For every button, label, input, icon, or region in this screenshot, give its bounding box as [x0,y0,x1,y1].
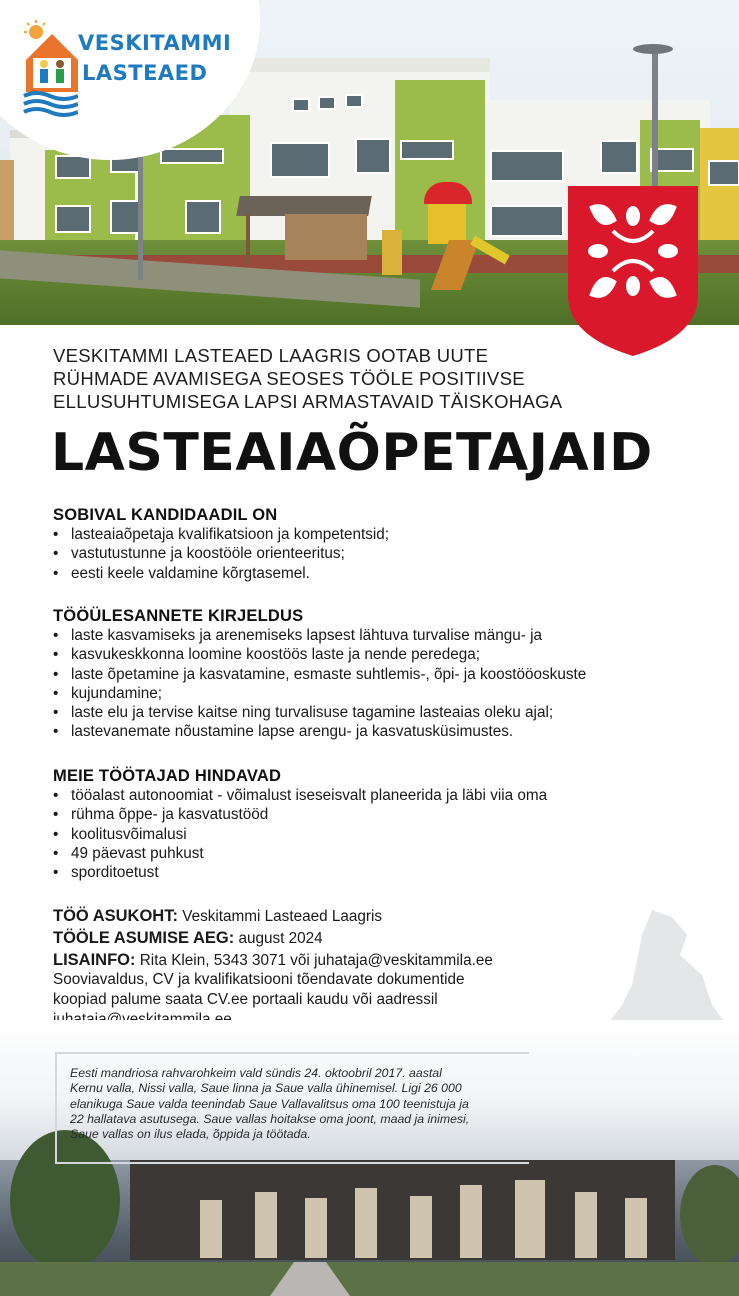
page-title: LASTEAIAÕPETAJAID [51,423,653,483]
list-item: • 49 päevast puhkust [53,844,693,863]
list-item: • koolitusvõimalusi [53,825,693,844]
list-item: • laste õpetamine ja kasvatamine, esmaste suhtlemis-, õpi- ja koostööoskuste [53,665,693,684]
intro-line: RÜHMADE AVAMISEGA SEOSES TÖÖLE POSITIIVSE [53,368,525,389]
contact-value: Rita Klein, 5343 3071 või juhataja@veskitammila.ee [139,952,493,969]
logo-line1: VESKITAMMI [78,31,232,55]
apply-line: Sooviavaldus, CV ja kvalifikatsiooni tõendavate dokumentide [53,971,465,988]
saue-coat-of-arms-icon [568,186,698,356]
list-item: • lasteaiaõpetaja kvalifikatsioon ja kompetentsid; [53,525,693,544]
section-title: TÖÖÜLESANNETE KIRJELDUS [53,607,304,625]
about-line: Eesti mandriosa rahvarohkeim vald sündis 24. oktoobril 2017. aastal [70,1066,442,1080]
list-item: • laste elu ja tervise kaitse ning turvalisuse tagamine lasteaias oleku ajal; [53,703,693,722]
logo-text [78,28,231,88]
contact-row [53,950,693,971]
location-row [53,906,693,927]
list-item: • vastutustunne ja koostööle orienteeritus; [53,544,693,563]
about-line: 22 hallatava asutusega. Saue vallas hoitakse oma joont, maad ja inimesi, [70,1111,470,1126]
list-item: • sporditoetust [53,863,693,882]
intro-text [53,344,673,413]
about-line: Kernu valla, Nissi valla, Saue linna ja Saue valla ühinemisel. Ligi 26 000 [70,1081,462,1096]
intro-line: VESKITAMMI LASTEAED LAAGRIS OOTAB UUTE [53,345,489,366]
list-item: • kasvukeskkonna loomine koostöös laste ja nende peredega; [53,645,693,664]
benefits-section [53,766,693,882]
about-line: Saue vallas on ilus elada, õppida ja töötada. [70,1127,311,1142]
kindergarten-logo [22,20,232,120]
apply-line: koopiad palume saata CV.ee portaali kaudu või aadressil [53,991,438,1008]
list-item: • lastevanemate nõustamine lapse arengu- ja kasvatusküsimustes. [53,722,693,741]
start-value: august 2024 [238,930,323,947]
section-title: SOBIVAL KANDIDAADIL ON [53,506,278,524]
list-item: • eesti keele valdamine kõrgtasemel. [53,564,693,583]
list-item: • kujundamine; [53,684,693,703]
contact-label: LISAINFO: [53,951,136,969]
section-title: MEIE TÖÖTAJAD HINDAVAD [53,767,282,785]
list-item: • rühma õppe- ja kasvatustööd [53,805,693,824]
location-label: TÖÖ ASUKOHT: [53,907,178,925]
list-item: • tööalast autonoomiat - võimalust iseseisvalt planeerida ja läbi viia oma [53,786,693,805]
list-item: • laste kasvamiseks ja arenemiseks lapsest lähtuva turvalise mängu- ja [53,626,693,645]
location-value: Veskitammi Lasteaed Laagris [182,908,383,925]
duties-section [53,606,693,742]
start-row [53,928,693,949]
requirements-section [53,505,693,583]
about-line: elanikuga Saue valda teenindab Saue Vallavalitsus oma 100 teenistuja ja [70,1096,469,1111]
intro-line: ELLUSUHTUMISEGA LAPSI ARMASTAVAID TÄISKOHAGA [53,391,563,412]
logo-line2: LASTEAED [82,61,208,85]
about-text [70,1066,530,1142]
start-label: TÖÖLE ASUMISE AEG: [53,929,235,947]
